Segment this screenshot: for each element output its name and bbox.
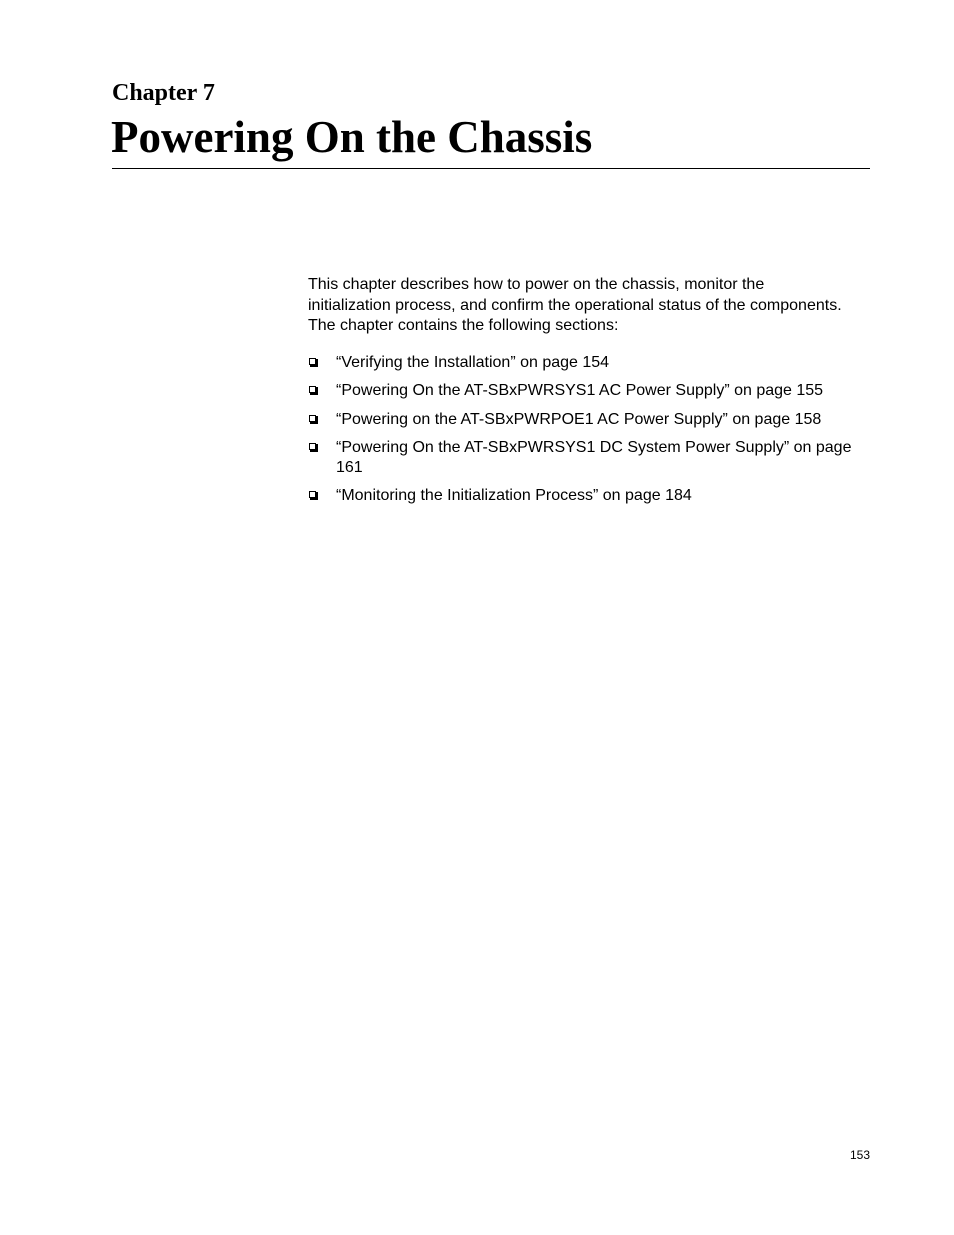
- section-list: [308, 353, 868, 514]
- title-rule: [112, 168, 870, 169]
- checkbox-icon: [309, 358, 316, 365]
- section-link-text[interactable]: “Verifying the Installation” on page 154: [336, 354, 610, 371]
- list-item[interactable]: [308, 438, 868, 478]
- list-item[interactable]: [308, 410, 868, 430]
- checkbox-icon: [309, 415, 316, 422]
- checkbox-icon: [309, 386, 316, 393]
- checkbox-icon: [309, 443, 316, 450]
- section-link-text[interactable]: “Powering on the AT-SBxPWRPOE1 AC Power Supply” on page 158: [336, 410, 822, 428]
- list-item[interactable]: [308, 353, 868, 373]
- page-number: 153: [849, 1148, 870, 1162]
- chapter-title: Powering On the Chassis: [111, 112, 593, 162]
- section-link-text[interactable]: “Powering On the AT-SBxPWRSYS1 DC System Power Supply” on page 161: [336, 438, 852, 476]
- section-link-text[interactable]: “Monitoring the Initialization Process” on page 184: [336, 487, 692, 505]
- intro-paragraph: This chapter describes how to power on the chassis, monitor the initialization process, and confirm the operational status of the components. The chapter contains the following sections:: [308, 276, 842, 334]
- list-item[interactable]: [308, 486, 868, 506]
- list-item[interactable]: [308, 381, 868, 401]
- section-link-text[interactable]: “Powering On the AT-SBxPWRSYS1 AC Power Supply” on page 155: [336, 382, 824, 400]
- chapter-label: Chapter 7: [112, 80, 215, 106]
- checkbox-icon: [309, 491, 316, 498]
